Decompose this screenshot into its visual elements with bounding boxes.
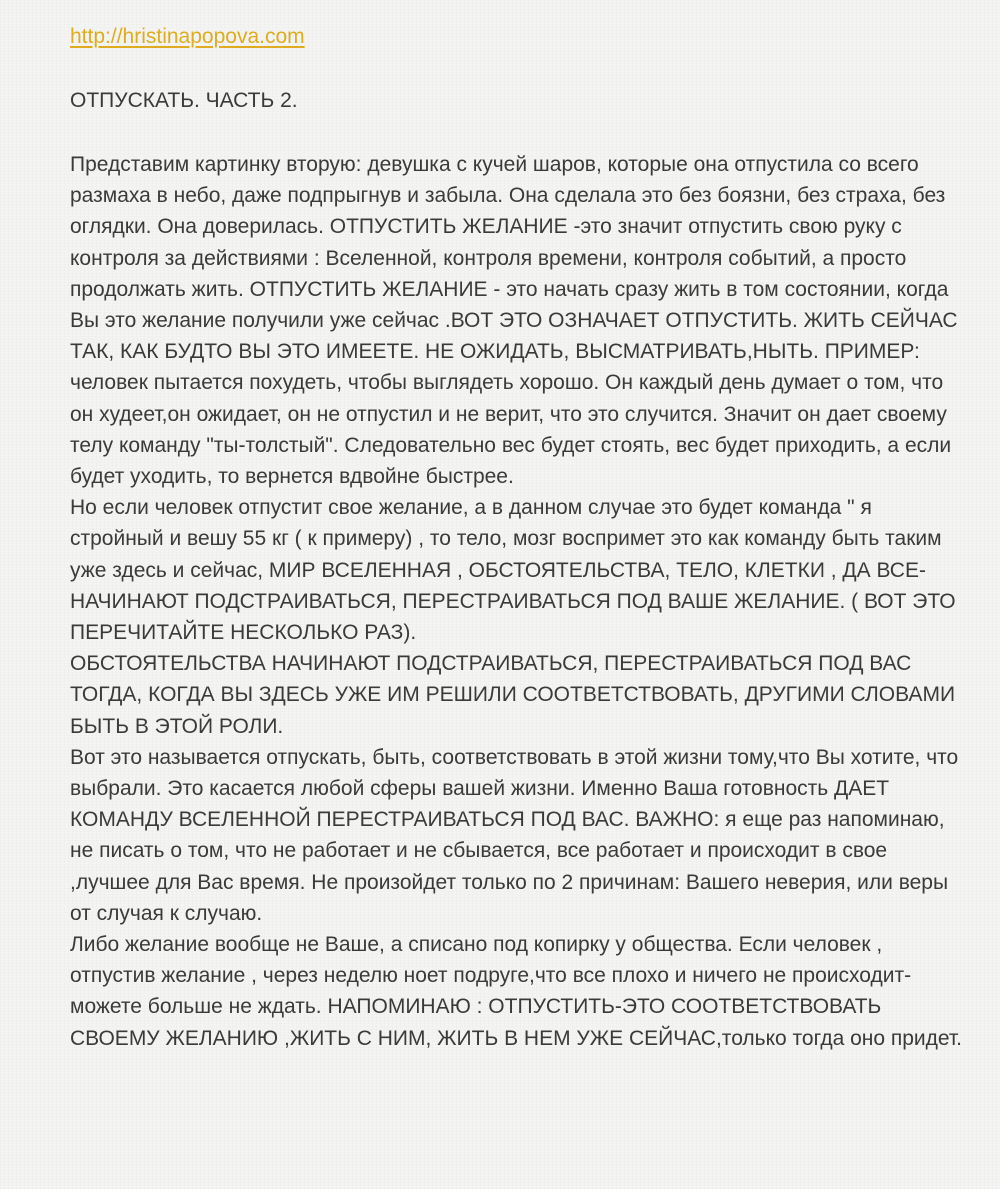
website-link[interactable]: http://hristinapopova.com (70, 25, 305, 48)
paragraph-1: Представим картинку вторую: девушка с кучей шаров, которые она отпустила со всего размаха в небо, даже подпрыгнув и забыла. Она сделала это без боязни, без страха, без оглядки. Она доверилась. ОТПУСТИТЬ ЖЕЛАНИЕ -это значит отпустить свою руку с контроля за действиями : Вселенной, контроля времени, контроля событий, а просто продолжать жить. ОТПУСТИТЬ ЖЕЛАНИЕ - это начать сразу жить в том состоянии, когда Вы это желание получили уже сейчас .ВОТ ЭТО ОЗНАЧАЕТ ОТПУСТИТЬ. ЖИТЬ СЕЙЧАС ТАК, КАК БУДТО ВЫ ЭТО ИМЕЕТЕ. НЕ ОЖИДАТЬ, ВЫСМАТРИВАТЬ,НЫТЬ. ПРИМЕР: человек пытается похудеть, чтобы выглядеть хорошо. Он каждый день думает о том, что он худеет,он ожидает, он не отпустил и не верит, что это случится. Значит он дает своему телу команду "ты-толстый". Следовательно вес будет стоять, вес будет приходить, а если будет уходить, то вернется вдвойне быстрее. (70, 153, 958, 489)
document-body (70, 149, 970, 1054)
document-title: ОТПУСКАТЬ. ЧАСТЬ 2. (70, 89, 298, 112)
paragraph-3: ОБСТОЯТЕЛЬСТВА НАЧИНАЮТ ПОДСТРАИВАТЬСЯ, ПЕРЕСТРАИВАТЬСЯ ПОД ВАС ТОГДА, КОГДА ВЫ ЗДЕСЬ УЖЕ ИМ РЕШИЛИ СООТВЕТСТВОВАТЬ, ДРУГИМИ СЛОВАМИ БЫТЬ В ЭТОЙ РОЛИ. (70, 652, 956, 738)
paragraph-4: Вот это называется отпускать, быть, соответствовать в этой жизни тому,что Вы хотите, что выбрали. Это касается любой сферы вашей жизни. Именно Ваша готовность ДАЕТ КОМАНДУ ВСЕЛЕННОЙ ПЕРЕСТРАИВАТЬСЯ ПОД ВАС. ВАЖНО: я еще раз напоминаю, не писать о том, что не работает и не сбывается, все работает и происходит в свое ,лучшее для Вас время. Не произойдет только по 2 причинам: Вашего неверия, или веры от случая к случаю. (70, 745, 959, 925)
paragraph-5: Либо желание вообще не Ваше, а списано под копирку у общества. Если человек , отпустив желание , через неделю ноет подруге,что все плохо и ничего не происходит- можете больше не ждать. НАПОМИНАЮ : ОТПУСТИТЬ-ЭТО СООТВЕТСТВОВАТЬ СВОЕМУ ЖЕЛАНИЮ ,ЖИТЬ С НИМ, ЖИТЬ В НЕМ УЖЕ СЕЙЧАС,только тогда оно придет. (70, 933, 963, 1050)
paragraph-2: Но если человек отпустит свое желание, а в данном случае это будет команда " я стройный и вешу 55 кг ( к примеру) , то тело, мозг воспримет это как команду быть таким уже здесь и сейчас, МИР ВСЕЛЕННАЯ , ОБСТОЯТЕЛЬСТВА, ТЕЛО, КЛЕТКИ , ДА ВСЕ- НАЧИНАЮТ ПОДСТРАИВАТЬСЯ, ПЕРЕСТРАИВАТЬСЯ ПОД ВАШЕ ЖЕЛАНИЕ. ( ВОТ ЭТО ПЕРЕЧИТАЙТЕ НЕСКОЛЬКО РАЗ). (70, 496, 956, 645)
